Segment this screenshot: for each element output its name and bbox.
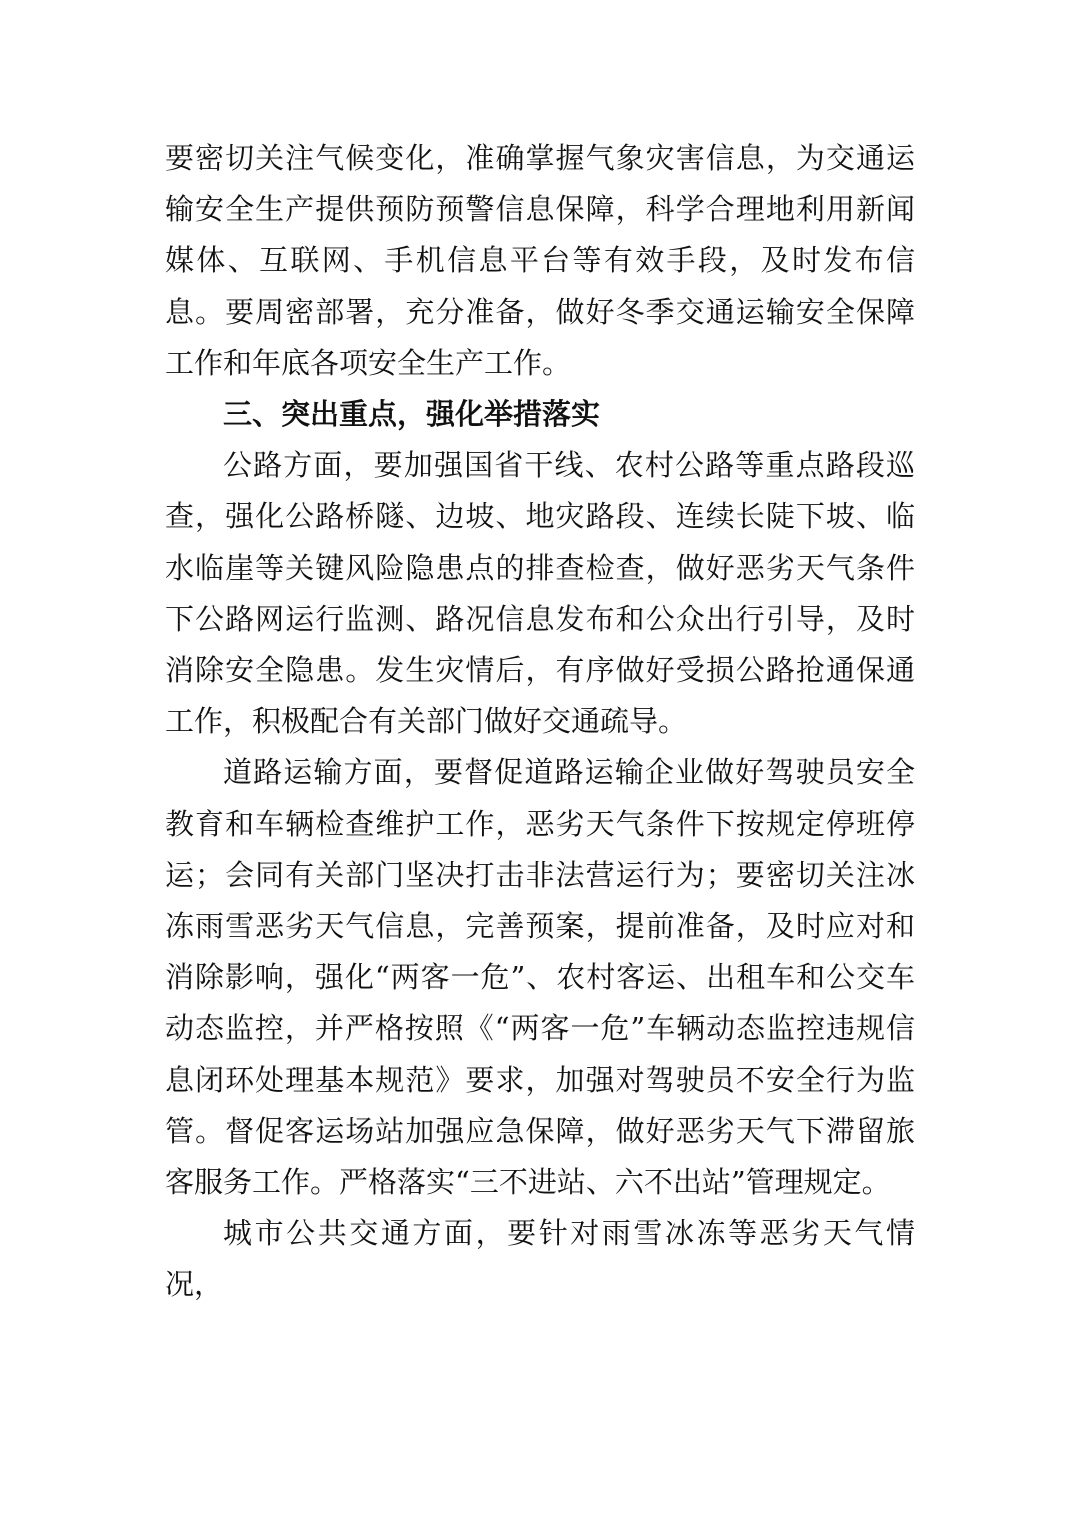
paragraph-weather-monitoring: 要密切关注气候变化，准确掌握气象灾害信息，为交通运输安全生产提供预防预警信息保障，科学合理地利用新闻媒体、互联网、手机信息平台等有效手段，及时发布信息。要周密部署，充分准备，做好冬季交通运输安全保障工作和年底各项安全生产工作。 (165, 141, 915, 380)
document-body (165, 133, 915, 1311)
paragraph-road-transport: 道路运输方面，要督促道路运输企业做好驾驶员安全教育和车辆检查维护工作，恶劣天气条件下按规定停班停运；会同有关部门坚决打击非法营运行为；要密切关注冰冻雨雪恶劣天气信息，完善预案，提前准备，及时应对和消除影响，强化“两客一危”、农村客运、出租车和公交车动态监控，并严格按照《“两客一危”车辆动态监控违规信息闭环处理基本规范》要求，加强对驾驶员不安全行为监管。督促客运场站加强应急保障，做好恶劣天气下滞留旅客服务工作。严格落实“三不进站、六不出站”管理规定。 (165, 755, 915, 1200)
paragraph-urban-transit: 城市公共交通方面，要针对雨雪冰冻等恶劣天气情况， (165, 1216, 915, 1302)
section-heading-key-measures: 三、突出重点，强化举措落实 (223, 397, 601, 432)
paragraph-highway: 公路方面，要加强国省干线、农村公路等重点路段巡查，强化公路桥隧、边坡、地灾路段、连续长陡下坡、临水临崖等关键风险隐患点的排查检查，做好恶劣天气条件下公路网运行监测、路况信息发布和公众出行引导，及时消除安全隐患。发生灾情后，有序做好受损公路抢通保通工作，积极配合有关部门做好交通疏导。 (165, 448, 915, 739)
